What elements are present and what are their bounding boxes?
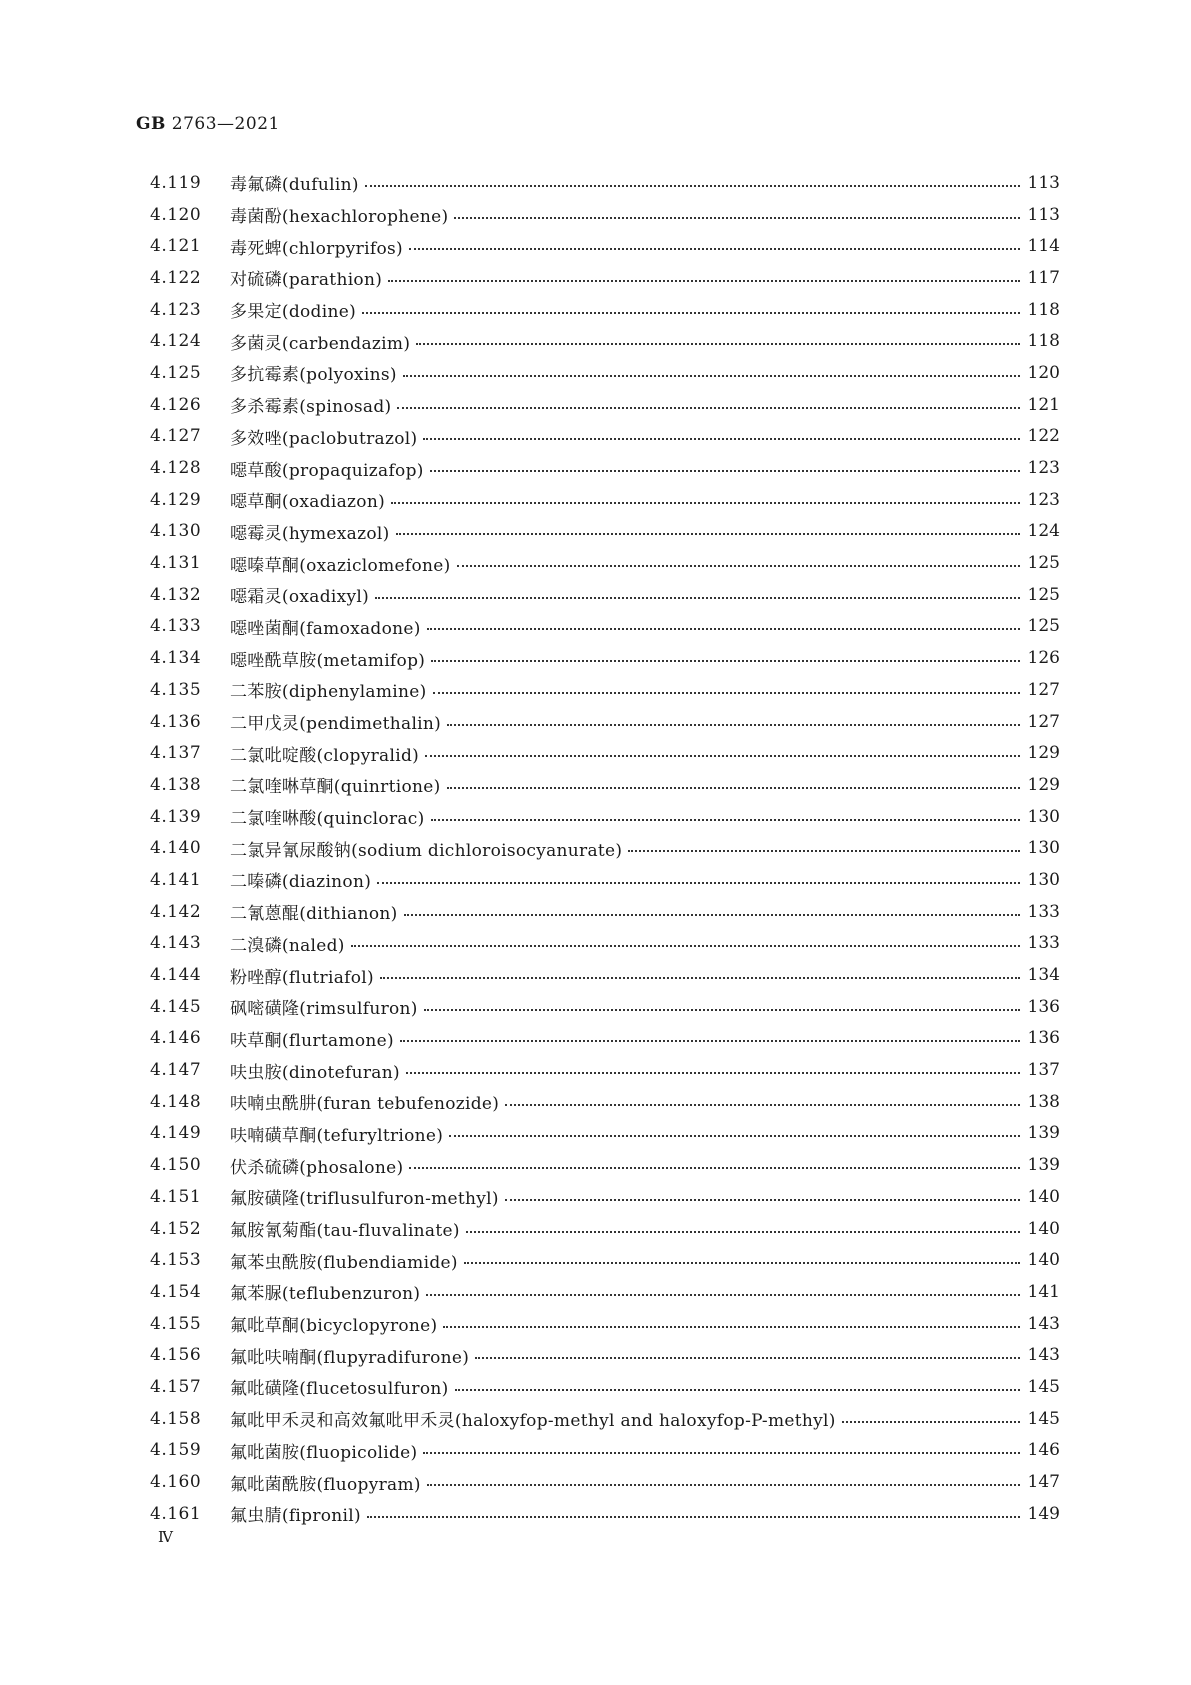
toc-entry-title: 二溴磷(naled) — [230, 935, 345, 956]
toc-entry[interactable] — [150, 1498, 1060, 1530]
toc-entry-title: 二嗪磷(diazinon) — [230, 872, 372, 893]
toc-entry-number: 4.121 — [150, 236, 202, 257]
toc-entry[interactable] — [150, 1054, 1060, 1086]
toc-entry-number: 4.132 — [150, 584, 202, 605]
toc-entry[interactable] — [150, 516, 1060, 548]
toc-entry[interactable] — [150, 484, 1060, 516]
toc-entry-number: 4.119 — [150, 172, 202, 193]
toc-entry-title: 砜嘧磺隆(rimsulfuron) — [230, 999, 418, 1020]
toc-entry-page: 145 — [1027, 1376, 1060, 1397]
toc-entry-page: 122 — [1027, 426, 1060, 447]
dot-leader — [423, 1452, 1019, 1454]
toc-entry-number: 4.142 — [150, 901, 202, 922]
toc-entry-title: 噁霉灵(hymexazol) — [230, 523, 390, 544]
toc-entry-title: 氟吡菌酰胺(fluopyram) — [230, 1474, 421, 1495]
toc-entry-page: 118 — [1027, 299, 1060, 320]
toc-entry-number: 4.127 — [150, 426, 202, 447]
toc-entry-title: 噁嗪草酮(oxaziclomefone) — [230, 555, 451, 576]
toc-entry-title: 呋喃磺草酮(tefuryltrione) — [230, 1125, 444, 1146]
toc-entry-page: 123 — [1027, 489, 1060, 510]
toc-entry-number: 4.159 — [150, 1440, 202, 1461]
toc-entry[interactable] — [150, 959, 1060, 991]
toc-entry-number: 4.149 — [150, 1123, 202, 1144]
toc-entry-page: 113 — [1027, 172, 1060, 193]
toc-entry-title: 二甲戊灵(pendimethalin) — [230, 714, 442, 735]
toc-entry-number: 4.143 — [150, 933, 202, 954]
dot-leader — [443, 1326, 1019, 1328]
toc-entry-page: 120 — [1027, 362, 1060, 383]
toc-entry-page: 127 — [1027, 711, 1060, 732]
dot-leader — [362, 312, 1020, 314]
toc-entry-page: 130 — [1027, 806, 1060, 827]
standard-prefix: GB — [136, 114, 166, 134]
toc-entry-page: 125 — [1027, 616, 1060, 637]
toc-entry-page: 139 — [1027, 1155, 1060, 1176]
toc-entry-number: 4.129 — [150, 489, 202, 510]
toc-entry-page: 139 — [1027, 1123, 1060, 1144]
toc-entry-page: 129 — [1027, 774, 1060, 795]
toc-entry[interactable] — [150, 832, 1060, 864]
toc-entry-title: 伏杀硫磷(phosalone) — [230, 1157, 404, 1178]
toc-entry-page: 140 — [1027, 1250, 1060, 1271]
dot-leader — [367, 1516, 1020, 1518]
toc-entry-page: 140 — [1027, 1218, 1060, 1239]
toc-entry[interactable] — [150, 674, 1060, 706]
dot-leader — [416, 343, 1019, 345]
toc-entry[interactable] — [150, 1466, 1060, 1498]
dot-leader — [404, 914, 1020, 916]
toc-entry-title: 二氰蒽醌(dithianon) — [230, 904, 398, 925]
dot-leader — [391, 502, 1020, 504]
dot-leader — [427, 1484, 1020, 1486]
toc-entry[interactable] — [150, 991, 1060, 1023]
dot-leader — [475, 1357, 1019, 1359]
dot-leader — [375, 597, 1019, 599]
toc-entry-page: 143 — [1027, 1345, 1060, 1366]
toc-entry-number: 4.158 — [150, 1408, 202, 1429]
toc-entry[interactable] — [150, 737, 1060, 769]
toc-entry-number: 4.126 — [150, 394, 202, 415]
toc-entry[interactable] — [150, 1244, 1060, 1276]
toc-entry[interactable] — [150, 389, 1060, 421]
toc-entry-page: 125 — [1027, 584, 1060, 605]
dot-leader — [455, 1389, 1020, 1391]
toc-entry-number: 4.153 — [150, 1250, 202, 1271]
toc-entry-title: 多果定(dodine) — [230, 302, 357, 323]
toc-entry-title: 噁霜灵(oxadixyl) — [230, 587, 370, 608]
dot-leader — [449, 1135, 1019, 1137]
toc-entry-number: 4.161 — [150, 1503, 202, 1524]
toc-entry-title: 对硫磷(parathion) — [230, 270, 383, 291]
toc-entry-title: 二氯喹啉酸(quinclorac) — [230, 809, 425, 830]
toc-entry-title: 氟吡草酮(bicyclopyrone) — [230, 1316, 438, 1337]
toc-entry[interactable] — [150, 357, 1060, 389]
toc-entry-title: 噁唑酰草胺(metamifop) — [230, 650, 426, 671]
toc-entry-title: 二苯胺(diphenylamine) — [230, 682, 427, 703]
toc-entry[interactable] — [150, 1181, 1060, 1213]
dot-leader — [426, 1294, 1019, 1296]
toc-entry-page: 118 — [1027, 331, 1060, 352]
toc-entry-number: 4.155 — [150, 1313, 202, 1334]
toc-entry-page: 149 — [1027, 1503, 1060, 1524]
toc-entry-title: 噁草酮(oxadiazon) — [230, 492, 386, 513]
toc-entry-number: 4.134 — [150, 648, 202, 669]
toc-entry[interactable] — [150, 1149, 1060, 1181]
toc-entry-page: 140 — [1027, 1186, 1060, 1207]
toc-entry-number: 4.160 — [150, 1472, 202, 1493]
toc-entry-title: 氟吡磺隆(flucetosulfuron) — [230, 1379, 449, 1400]
toc-entry-page: 113 — [1027, 204, 1060, 225]
toc-entry-number: 4.151 — [150, 1186, 202, 1207]
toc-entry-title: 噁唑菌酮(famoxadone) — [230, 618, 421, 639]
standard-number: 2763—2021 — [171, 114, 280, 134]
toc-entry-page: 121 — [1027, 394, 1060, 415]
toc-entry-title: 多效唑(paclobutrazol) — [230, 428, 418, 449]
dot-leader — [403, 375, 1020, 377]
toc-entry-number: 4.122 — [150, 267, 202, 288]
toc-entry-page: 134 — [1027, 965, 1060, 986]
dot-leader — [423, 438, 1019, 440]
toc-entry[interactable] — [150, 896, 1060, 928]
toc-entry-number: 4.131 — [150, 553, 202, 574]
toc-entry-number: 4.133 — [150, 616, 202, 637]
table-of-contents — [150, 167, 1060, 1530]
toc-entry[interactable] — [150, 1308, 1060, 1340]
toc-entry[interactable] — [150, 1435, 1060, 1467]
toc-entry-page: 147 — [1027, 1472, 1060, 1493]
dot-leader — [430, 470, 1020, 472]
dot-leader — [397, 407, 1019, 409]
toc-entry-number: 4.150 — [150, 1155, 202, 1176]
toc-entry[interactable] — [150, 579, 1060, 611]
dot-leader — [457, 565, 1020, 567]
toc-entry-number: 4.140 — [150, 838, 202, 859]
toc-entry-number: 4.147 — [150, 1060, 202, 1081]
toc-entry-title: 毒菌酚(hexachlorophene) — [230, 207, 449, 228]
toc-entry[interactable] — [150, 706, 1060, 738]
toc-entry-title: 毒氟磷(dufulin) — [230, 175, 359, 196]
toc-entry-page: 117 — [1027, 267, 1060, 288]
toc-entry[interactable] — [150, 1118, 1060, 1150]
toc-entry-page: 124 — [1027, 521, 1060, 542]
dot-leader — [842, 1421, 1020, 1423]
toc-entry-number: 4.124 — [150, 331, 202, 352]
toc-entry[interactable] — [150, 262, 1060, 294]
dot-leader — [505, 1199, 1020, 1201]
toc-entry[interactable] — [150, 1339, 1060, 1371]
toc-entry[interactable] — [150, 928, 1060, 960]
toc-entry-number: 4.136 — [150, 711, 202, 732]
toc-entry[interactable] — [150, 325, 1060, 357]
dot-leader — [505, 1104, 1019, 1106]
toc-entry-page: 146 — [1027, 1440, 1060, 1461]
toc-entry-page: 126 — [1027, 648, 1060, 669]
toc-entry[interactable] — [150, 1371, 1060, 1403]
dot-leader — [433, 692, 1020, 694]
toc-entry-number: 4.154 — [150, 1281, 202, 1302]
toc-entry-title: 多杀霉素(spinosad) — [230, 397, 392, 418]
toc-entry-number: 4.128 — [150, 458, 202, 479]
toc-entry-title: 氟胺氰菊酯(tau-fluvalinate) — [230, 1221, 460, 1242]
toc-entry[interactable] — [150, 421, 1060, 453]
toc-entry-title: 氟吡呋喃酮(flupyradifurone) — [230, 1347, 470, 1368]
dot-leader — [427, 628, 1020, 630]
dot-leader — [447, 724, 1019, 726]
dot-leader — [406, 1072, 1020, 1074]
toc-entry-title: 噁草酸(propaquizafop) — [230, 460, 424, 481]
toc-entry[interactable] — [150, 230, 1060, 262]
toc-entry-page: 129 — [1027, 743, 1060, 764]
toc-entry-number: 4.156 — [150, 1345, 202, 1366]
toc-entry-number: 4.145 — [150, 996, 202, 1017]
toc-entry-title: 多菌灵(carbendazim) — [230, 333, 411, 354]
toc-entry-page: 123 — [1027, 458, 1060, 479]
toc-entry-page: 136 — [1027, 996, 1060, 1017]
toc-entry-page: 138 — [1027, 1091, 1060, 1112]
dot-leader — [466, 1231, 1020, 1233]
toc-entry[interactable] — [150, 642, 1060, 674]
toc-entry-title: 氟虫腈(fipronil) — [230, 1506, 361, 1527]
dot-leader — [380, 977, 1020, 979]
toc-entry-number: 4.125 — [150, 362, 202, 383]
toc-entry[interactable] — [150, 452, 1060, 484]
toc-entry-page: 125 — [1027, 553, 1060, 574]
toc-entry-number: 4.135 — [150, 679, 202, 700]
toc-entry-number: 4.144 — [150, 965, 202, 986]
toc-entry[interactable] — [150, 547, 1060, 579]
toc-entry[interactable] — [150, 864, 1060, 896]
toc-entry[interactable] — [150, 1276, 1060, 1308]
toc-entry-number: 4.146 — [150, 1028, 202, 1049]
toc-entry[interactable] — [150, 801, 1060, 833]
toc-entry[interactable] — [150, 167, 1060, 199]
dot-leader — [628, 850, 1019, 852]
standard-header — [136, 114, 280, 134]
toc-entry-number: 4.120 — [150, 204, 202, 225]
toc-entry-title: 二氯异氰尿酸钠(sodium dichloroisocyanurate) — [230, 840, 623, 861]
page-number: Ⅳ — [158, 1528, 173, 1546]
toc-entry[interactable] — [150, 1403, 1060, 1435]
toc-entry-page: 133 — [1027, 933, 1060, 954]
toc-entry-title: 呋喃虫酰肼(furan tebufenozide) — [230, 1094, 500, 1115]
toc-entry[interactable] — [150, 1023, 1060, 1055]
toc-entry-page: 145 — [1027, 1408, 1060, 1429]
toc-entry-page: 143 — [1027, 1313, 1060, 1334]
toc-entry-title: 粉唑醇(flutriafol) — [230, 967, 374, 988]
toc-entry-number: 4.152 — [150, 1218, 202, 1239]
toc-entry-title: 氟吡甲禾灵和高效氟吡甲禾灵(haloxyfop-methyl and haloxyfop-P-methyl) — [230, 1411, 836, 1432]
toc-entry-title: 氟吡菌胺(fluopicolide) — [230, 1442, 418, 1463]
dot-leader — [454, 217, 1019, 219]
toc-entry-number: 4.148 — [150, 1091, 202, 1112]
toc-entry-page: 137 — [1027, 1060, 1060, 1081]
dot-leader — [431, 819, 1020, 821]
toc-entry-title: 二氯吡啶酸(clopyralid) — [230, 745, 420, 766]
toc-entry[interactable] — [150, 611, 1060, 643]
toc-entry-number: 4.157 — [150, 1376, 202, 1397]
toc-entry-page: 127 — [1027, 679, 1060, 700]
toc-entry[interactable] — [150, 294, 1060, 326]
toc-entry[interactable] — [150, 1213, 1060, 1245]
toc-entry[interactable] — [150, 199, 1060, 231]
dot-leader — [425, 755, 1019, 757]
toc-entry-page: 130 — [1027, 869, 1060, 890]
toc-entry[interactable] — [150, 769, 1060, 801]
toc-entry-page: 136 — [1027, 1028, 1060, 1049]
toc-entry-number: 4.141 — [150, 869, 202, 890]
dot-leader — [400, 1040, 1020, 1042]
dot-leader — [365, 185, 1020, 187]
toc-entry-title: 二氯喹啉草酮(quinrtione) — [230, 777, 441, 798]
dot-leader — [409, 248, 1020, 250]
toc-entry-title: 氟苯虫酰胺(flubendiamide) — [230, 1252, 458, 1273]
toc-entry-number: 4.137 — [150, 743, 202, 764]
dot-leader — [388, 280, 1019, 282]
dot-leader — [447, 787, 1020, 789]
toc-entry-page: 114 — [1027, 236, 1060, 257]
dot-leader — [396, 533, 1020, 535]
toc-entry-title: 呋虫胺(dinotefuran) — [230, 1062, 400, 1083]
dot-leader — [464, 1262, 1020, 1264]
toc-entry-number: 4.138 — [150, 774, 202, 795]
toc-entry-title: 多抗霉素(polyoxins) — [230, 365, 397, 386]
toc-entry-title: 毒死蜱(chlorpyrifos) — [230, 238, 403, 259]
toc-entry-title: 氟胺磺隆(triflusulfuron-methyl) — [230, 1189, 499, 1210]
toc-entry-page: 141 — [1027, 1281, 1060, 1302]
toc-entry-number: 4.123 — [150, 299, 202, 320]
dot-leader — [377, 882, 1019, 884]
toc-entry-title: 呋草酮(flurtamone) — [230, 1030, 394, 1051]
dot-leader — [409, 1167, 1019, 1169]
dot-leader — [431, 660, 1019, 662]
toc-entry-number: 4.139 — [150, 806, 202, 827]
dot-leader — [424, 1009, 1020, 1011]
toc-entry-page: 133 — [1027, 901, 1060, 922]
toc-entry-title: 氟苯脲(teflubenzuron) — [230, 1284, 421, 1305]
toc-entry-number: 4.130 — [150, 521, 202, 542]
dot-leader — [351, 945, 1020, 947]
toc-entry-page: 130 — [1027, 838, 1060, 859]
toc-entry[interactable] — [150, 1086, 1060, 1118]
